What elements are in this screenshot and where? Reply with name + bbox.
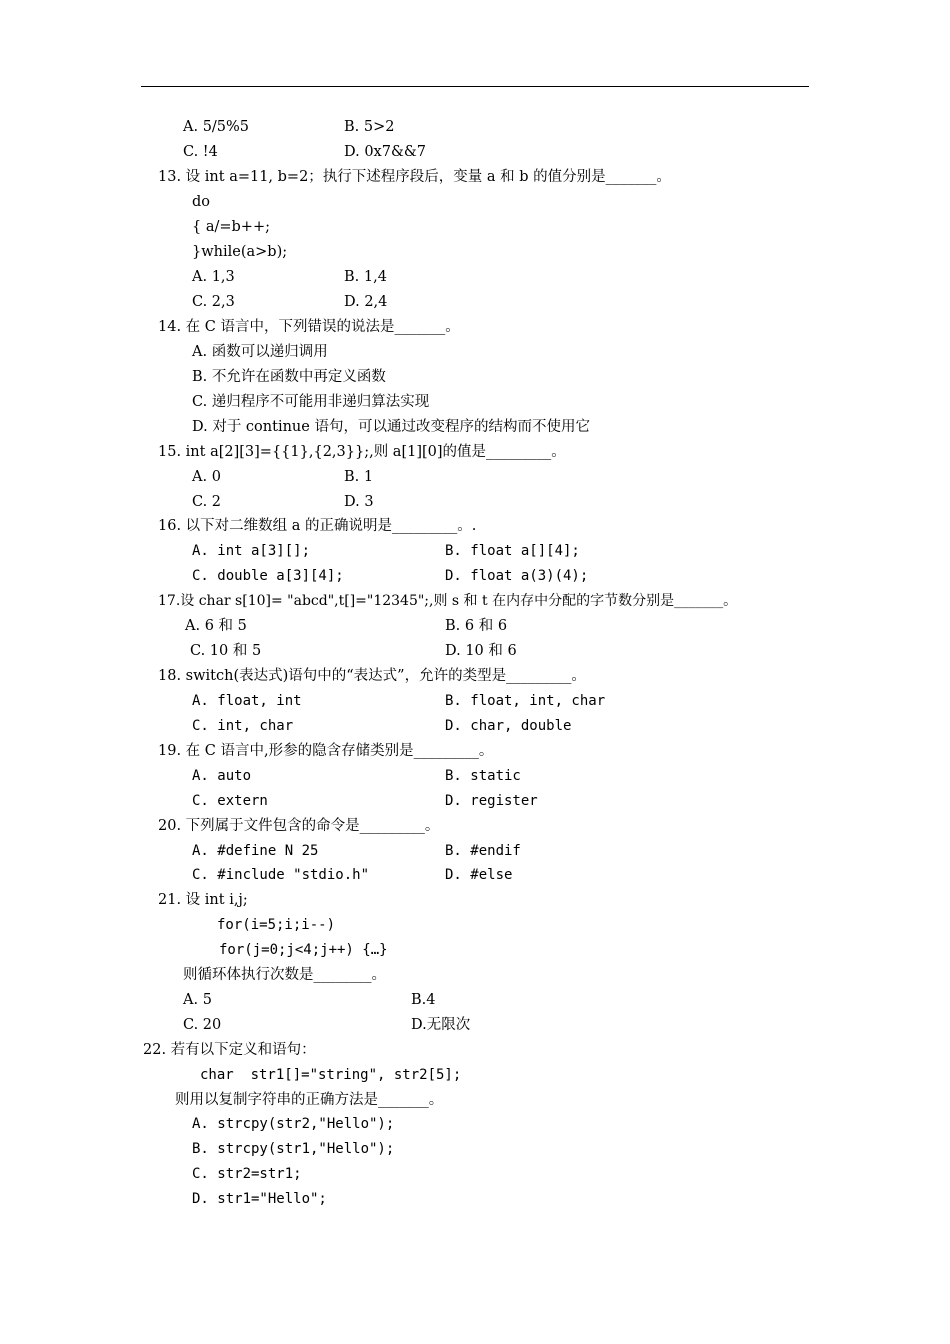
q22-option-a: A. strcpy(str2,"Hello"); [192,1116,395,1132]
header-rule [141,86,809,87]
q15-option-a: A. 0 [192,469,221,485]
q12-option-d: D. 0x7&&7 [344,144,426,160]
q17-stem: 17.设 char s[10]= "abcd",t[]="12345";,则 s 和 t 在内存中分配的字节数分别是_______。 [158,593,738,609]
q20-option-b: B. #endif [445,843,521,859]
q14-stem: 14. 在 C 语言中，下列错误的说法是_______。 [158,319,460,335]
q21-option-b: B.4 [411,992,436,1008]
q13-option-d: D. 2,4 [344,294,388,310]
q14-option-a: A. 函数可以递归调用 [192,344,328,360]
q20-option-d: D. #else [445,867,513,883]
q18-stem: 18. switch(表达式)语句中的“表达式”，允许的类型是_________。 [158,668,586,684]
q13-code-line: { a/=b++; [192,219,270,235]
q14-option-d: D. 对于 continue 语句，可以通过改变程序的结构而不使用它 [192,419,590,435]
q19-option-d: D. register [445,793,538,809]
q14-option-b: B. 不允许在函数中再定义函数 [192,369,386,385]
q17-option-c: C. 10 和 5 [190,643,262,659]
q22-option-c: C. str2=str1; [192,1166,302,1182]
q21-stem: 21. 设 int i,j; [158,892,248,908]
q17-option-a: A. 6 和 5 [185,618,247,634]
q18-option-d: D. char, double [445,718,572,734]
q15-option-c: C. 2 [192,494,222,510]
q21-option-d: D.无限次 [411,1017,471,1033]
q19-option-a: A. auto [192,768,252,784]
q22-stem: 22. 若有以下定义和语句： [143,1042,316,1058]
q15-stem: 15. int a[2][3]={{1},{2,3}};,则 a[1][0]的值是_________。 [158,444,566,460]
q13-option-a: A. 1,3 [192,269,235,285]
q17-option-b: B. 6 和 6 [445,618,508,634]
q21-option-c: C. 20 [183,1017,222,1033]
q15-option-b: B. 1 [344,469,374,485]
q20-stem: 20. 下列属于文件包含的命令是_________。 [158,818,440,834]
q22-code: char str1[]="string", str2[5]; [200,1067,462,1083]
q18-option-b: B. float, int, char [445,693,606,709]
q16-option-b: B. float a[][4]; [445,543,580,559]
q16-option-d: D. float a(3)(4); [445,568,589,584]
q17-option-d: D. 10 和 6 [445,643,517,659]
q22-question: 则用以复制字符串的正确方法是_______。 [175,1092,444,1108]
q20-option-a: A. #define N 25 [192,843,319,859]
q20-option-c: C. #include "stdio.h" [192,867,370,883]
q21-code-inner-loop: for(j=0;j<4;j++) {…} [219,942,388,958]
q16-stem: 16. 以下对二维数组 a 的正确说明是_________。. [158,518,477,534]
q22-option-b: B. strcpy(str1,"Hello"); [192,1141,395,1157]
q12-option-b: B. 5>2 [344,119,395,135]
q13-option-b: B. 1,4 [344,269,387,285]
q13-option-c: C. 2,3 [192,294,235,310]
q21-question: 则循环体执行次数是________。 [183,967,386,983]
q12-option-a: A. 5/5%5 [183,119,250,135]
q18-option-c: C. int, char [192,718,294,734]
q19-stem: 19. 在 C 语言中,形参的隐含存储类别是_________。 [158,743,494,759]
q13-stem: 13. 设 int a=11, b=2；执行下述程序段后，变量 a 和 b 的值分别是_______。 [158,169,671,185]
q13-code-line: do [192,194,211,210]
q19-option-b: B. static [445,768,521,784]
q22-option-d: D. str1="Hello"; [192,1191,327,1207]
q21-code-outer-loop: for(i=5;i;i--) [217,917,336,933]
q13-code-line: }while(a>b); [192,244,288,260]
q16-option-c: C. double a[3][4]; [192,568,344,584]
q18-option-a: A. float, int [192,693,302,709]
q21-option-a: A. 5 [183,992,212,1008]
q19-option-c: C. extern [192,793,268,809]
q15-option-d: D. 3 [344,494,374,510]
q12-option-c: C. !4 [183,144,218,160]
q16-option-a: A. int a[3][]; [192,543,311,559]
q14-option-c: C. 递归程序不可能用非递归算法实现 [192,394,430,410]
